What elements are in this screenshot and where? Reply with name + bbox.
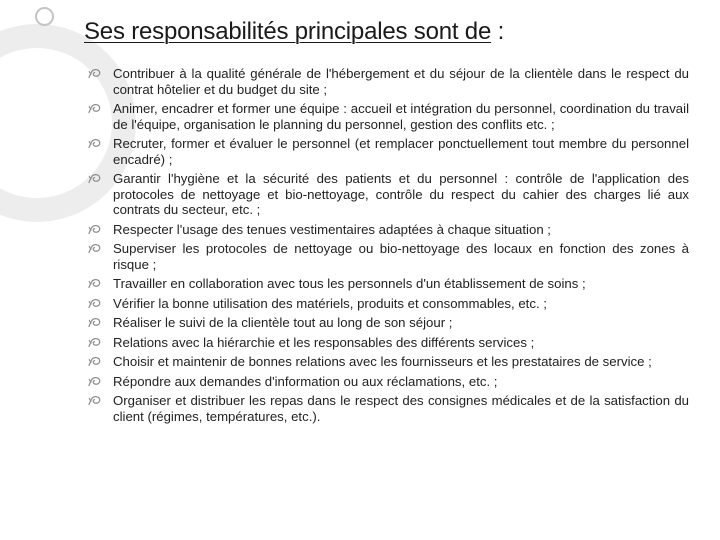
ornament-bullet-icon (88, 137, 102, 150)
ornament-bullet-icon (88, 223, 102, 236)
list-item (88, 276, 689, 292)
ornament-bullet-icon (88, 102, 102, 115)
ornament-bullet-icon (88, 375, 102, 388)
ornament-bullet-icon (88, 297, 102, 310)
ornament-bullet-icon (88, 172, 102, 185)
ornament-bullet-icon (88, 316, 102, 329)
list-item (88, 136, 689, 167)
list-item-text: Respecter l'usage des tenues vestimentaires adaptées à chaque situation ; (113, 221, 551, 237)
list-item (88, 335, 689, 351)
list-item-text: Vérifier la bonne utilisation des matériels, produits et consommables, etc. ; (113, 295, 547, 311)
list-item-text: Superviser les protocoles de nettoyage ou bio-nettoyage des locaux en fonction des zones à risque ; (113, 241, 689, 272)
slide-title (84, 18, 504, 46)
ornament-bullet-icon (88, 242, 102, 255)
slide-title-text: Ses responsabilités principales sont de (84, 18, 492, 45)
ornament-bullet-icon (88, 336, 102, 349)
list-item-text: Choisir et maintenir de bonnes relations avec les fournisseurs et les prestataires de service ; (113, 354, 652, 369)
ornament-bullet-icon (88, 277, 102, 290)
list-item-text: Organiser et distribuer les repas dans le respect des consignes médicales et de la satisfaction du client (régimes, températures, etc.). (113, 393, 689, 424)
list-item (88, 241, 689, 272)
decorative-dot (35, 7, 54, 26)
list-item-text: Garantir l'hygiène et la sécurité des patients et du personnel : contrôle de l'application des protocoles de nettoyage et bio-nettoyage, contrôle du respect du cahier des charges lié aux contrats du secteur, etc. ; (113, 171, 689, 217)
ornament-bullet-icon (88, 355, 102, 368)
ornament-bullet-icon (88, 67, 102, 80)
list-item-text: Travailler en collaboration avec tous les personnels d'un établissement de soins ; (113, 276, 586, 291)
list-item (88, 315, 689, 331)
list-item (88, 66, 689, 97)
list-item-text: Animer, encadrer et former une équipe : accueil et intégration du personnel, coordination du travail de l'équipe, organisation le planning du personnel, gestion des conflits etc. ; (113, 101, 689, 132)
list-item (88, 222, 689, 238)
ornament-bullet-icon (88, 394, 102, 407)
list-item-text: Contribuer à la qualité générale de l'hébergement et du séjour de la clientèle dans le respect du contrat hôtelier et du budget du site ; (113, 66, 689, 97)
list-item (88, 393, 689, 424)
list-item-text: Relations avec la hiérarchie et les responsables des différents services ; (113, 334, 535, 350)
list-item (88, 171, 689, 218)
list-item (88, 296, 689, 312)
slide-title-colon: : (491, 18, 505, 45)
list-item (88, 354, 689, 370)
list-item (88, 101, 689, 132)
list-item-text: Recruter, former et évaluer le personnel (et remplacer ponctuellement tout membre du personnel encadré) ; (113, 136, 689, 167)
list-item (88, 374, 689, 390)
list-item-text: Répondre aux demandes d'information ou aux réclamations, etc. ; (113, 373, 498, 389)
responsibilities-list (88, 66, 689, 428)
list-item-text: Réaliser le suivi de la clientèle tout au long de son séjour ; (113, 315, 453, 330)
